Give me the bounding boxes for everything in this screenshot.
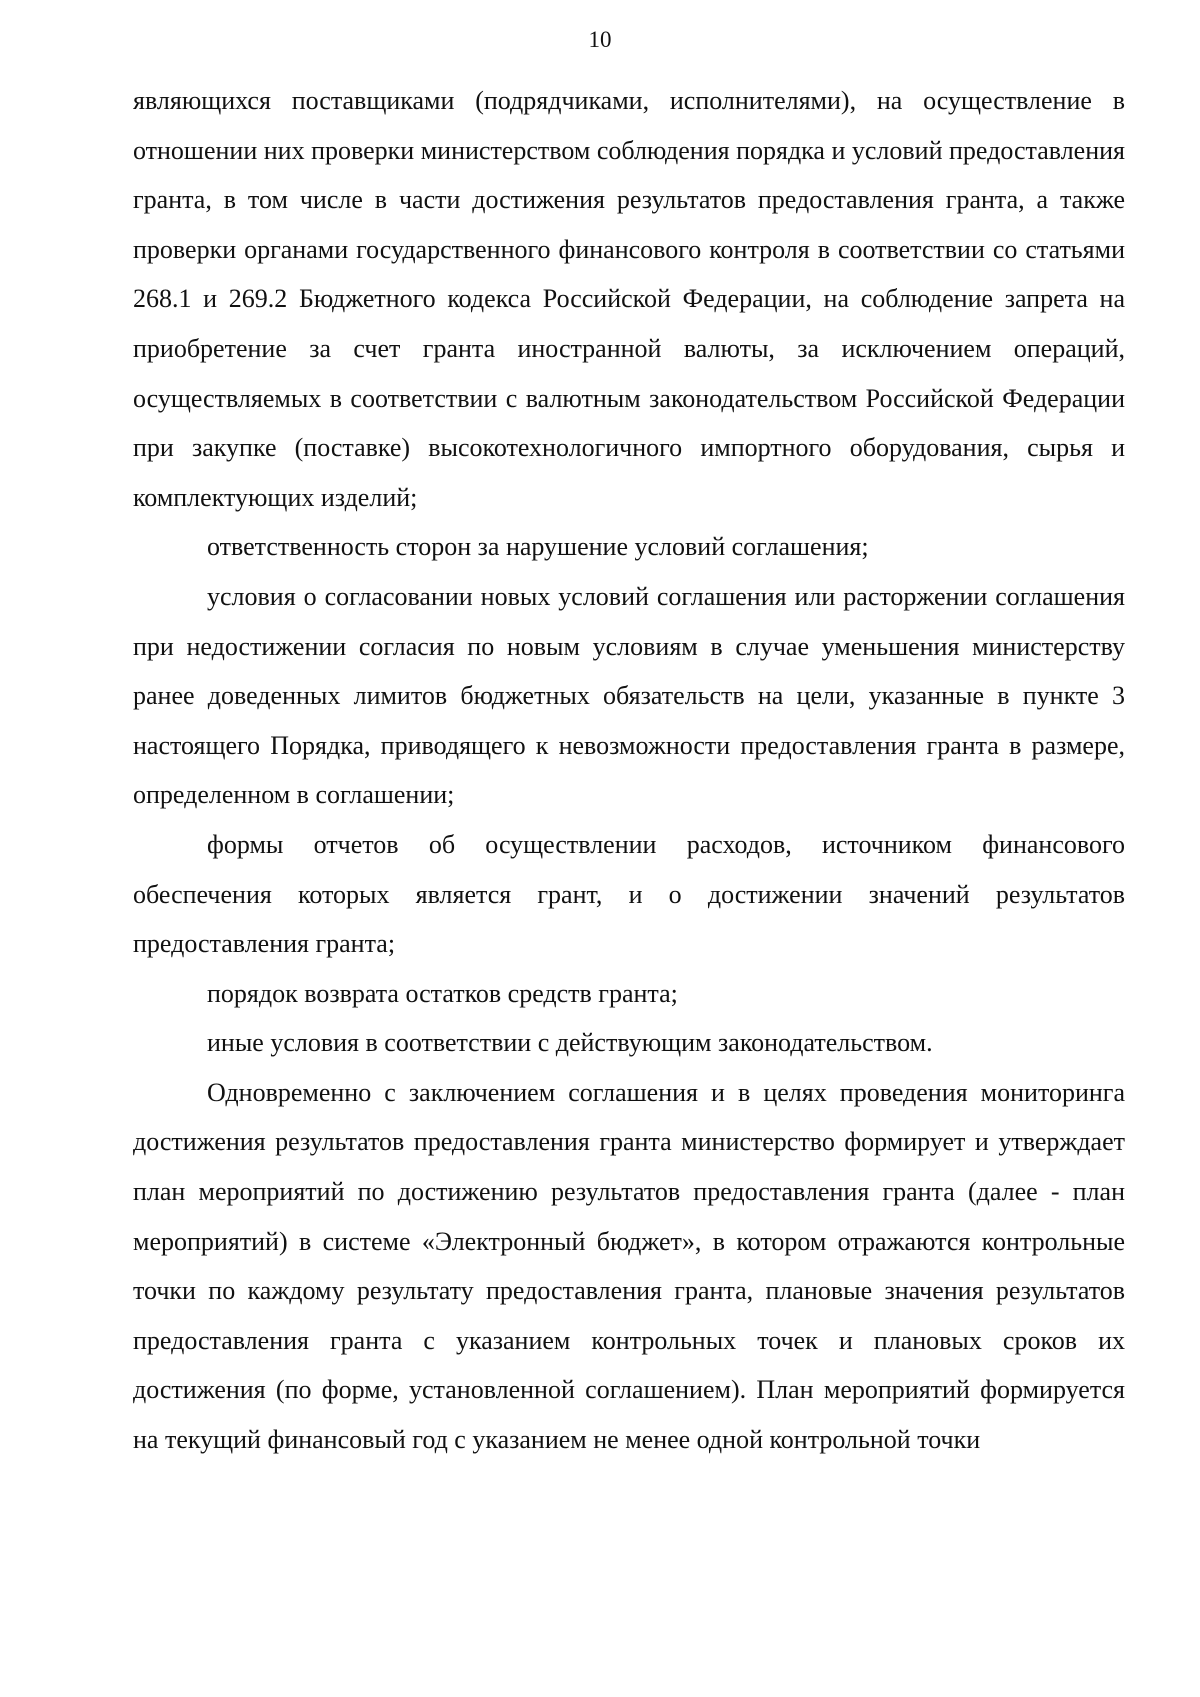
paragraph-other-conditions: иные условия в соответствии с действующим законодательством. — [207, 1028, 933, 1058]
page-number: 10 — [588, 27, 612, 52]
paragraph-report-forms: формы отчетов об осуществлении расходов, источником финансового обеспечения которых является грант, и о достижении значений результатов предоставления гранта; — [133, 829, 1125, 959]
paragraph-action-plan: Одновременно с заключением соглашения и в целях проведения мониторинга достижения результатов предоставления гранта министерство формирует и утверждает план мероприятий по достижению результатов предоставления гранта (далее - план мероприятий) в системе «Электронный бюджет», в котором отражаются контрольные точки по каждому результату предоставления гранта, плановые значения результатов предоставления гранта с указанием контрольных точек и плановых сроков их достижения (по форме, установленной соглашением). План мероприятий формируется на текущий финансовый год с указанием не менее одной контрольной точки — [133, 1077, 1125, 1455]
document-body — [133, 76, 1125, 1465]
paragraph-balance-return: порядок возврата остатков средств гранта; — [207, 978, 678, 1008]
paragraph-liability: ответственность сторон за нарушение условий соглашения; — [207, 532, 869, 562]
paragraph-verification-consent: являющихся поставщиками (подрядчиками, исполнителями), на осуществление в отношении них проверки министерством соблюдения порядка и условий предоставления гранта, в том числе в части достижения результатов предоставления гранта, а также проверки органами государственного финансового контроля в соответствии со статьями 268.1 и 269.2 Бюджетного кодекса Российской Федерации, на соблюдение запрета на приобретение за счет гранта иностранной валюты, за исключением операций, осуществляемых в соответствии с валютным законодательством Российской Федерации при закупке (поставке) высокотехнологичного импортного оборудования, сырья и комплектующих изделий; — [133, 86, 1125, 512]
paragraph-new-conditions: условия о согласовании новых условий соглашения или расторжении соглашения при недостижении согласия по новым условиям в случае уменьшения министерству ранее доведенных лимитов бюджетных обязательств на цели, указанные в пункте 3 настоящего Порядка, приводящего к невозможности предоставления гранта в размере, определенном в соглашении; — [133, 581, 1125, 810]
